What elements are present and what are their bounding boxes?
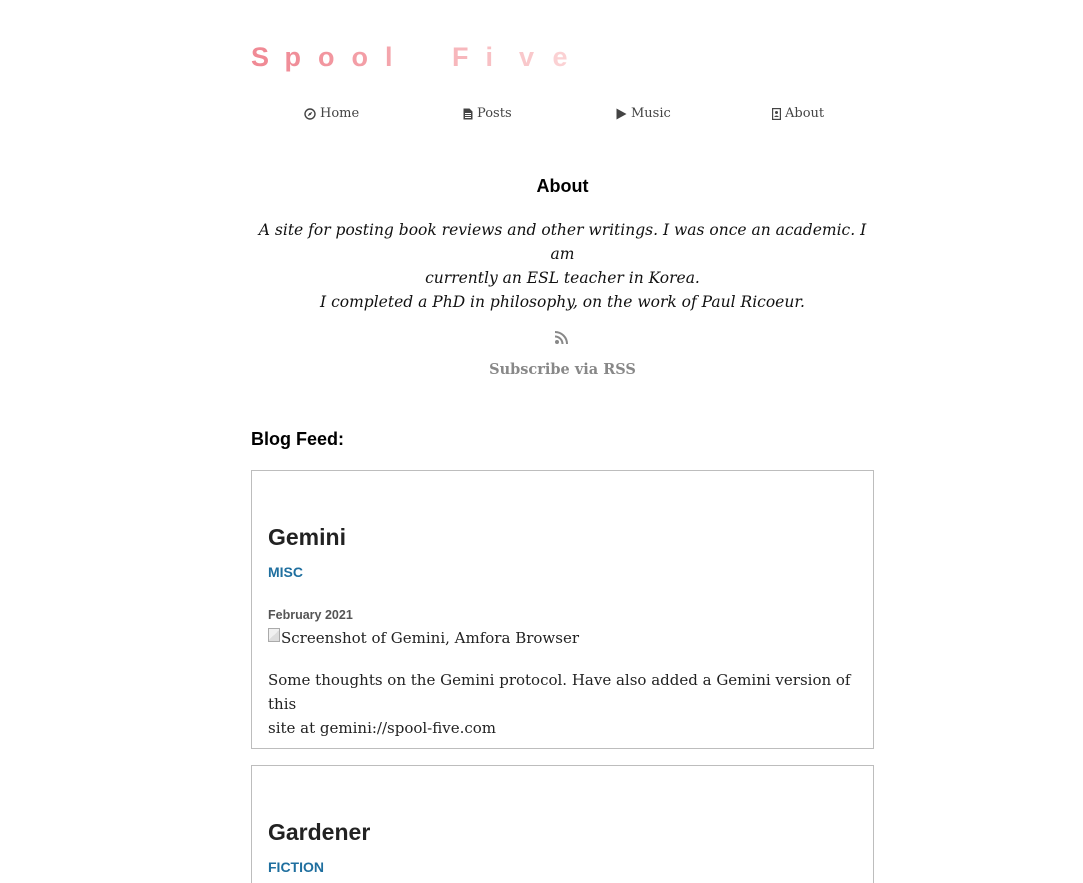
main-nav [251,106,874,126]
post-image [268,629,579,647]
site-title-letter: e [552,42,568,72]
site-title-letter: l [385,42,393,72]
contact-card-icon [772,108,781,120]
site-title-letter: v [519,42,535,72]
site-title-letter: o [351,42,368,72]
nav-item-posts[interactable] [463,106,512,121]
site-title-letter [419,42,453,73]
about-heading: About [536,176,589,196]
about-paragraph-1-line-1: A site for posting book reviews and other writings. I was once an academic. I am [258,221,867,263]
compass-icon [304,108,316,120]
about-paragraph-2: I completed a PhD in philosophy, on the work of Paul Ricoeur. [320,293,805,311]
nav-item-posts-label: Posts [477,106,512,121]
subscribe-rss-link[interactable]: Subscribe via RSS [489,361,636,378]
broken-image-icon [268,628,280,642]
blog-feed-heading: Blog Feed: [251,429,344,449]
post-category-link[interactable]: FICTION [268,859,324,875]
site-title[interactable] [251,42,586,73]
post-title[interactable]: Gemini [268,524,346,550]
post-excerpt-line-1: Some thoughts on the Gemini protocol. Have also added a Gemini version of this [268,671,851,713]
site-title-letter: S [251,42,270,72]
nav-item-home[interactable] [304,106,359,121]
nav-item-about[interactable] [772,106,824,121]
rss-icon[interactable] [554,330,569,349]
document-icon [463,108,473,120]
nav-item-music[interactable] [616,106,671,121]
post-excerpt-line-2: site at gemini://spool-five.com [268,719,497,737]
post-card [251,765,874,883]
site-title-letter: p [284,42,301,72]
nav-item-music-label: Music [631,106,671,121]
site-title-letter: o [318,42,335,72]
about-paragraph-1-line-2: currently an ESL teacher in Korea. [425,269,700,287]
play-icon [616,108,627,120]
nav-item-about-label: About [785,106,825,121]
post-card [251,470,874,749]
site-title-letter: F [452,42,469,72]
nav-item-home-label: Home [320,106,360,121]
post-excerpt [268,668,853,740]
post-date: February 2021 [268,608,353,622]
post-title[interactable]: Gardener [268,819,371,845]
about-paragraph-1 [251,218,874,290]
post-category-link[interactable]: MISC [268,564,303,580]
site-title-letter: i [485,42,494,72]
post-image-alt-text: Screenshot of Gemini, Amfora Browser [281,629,580,647]
